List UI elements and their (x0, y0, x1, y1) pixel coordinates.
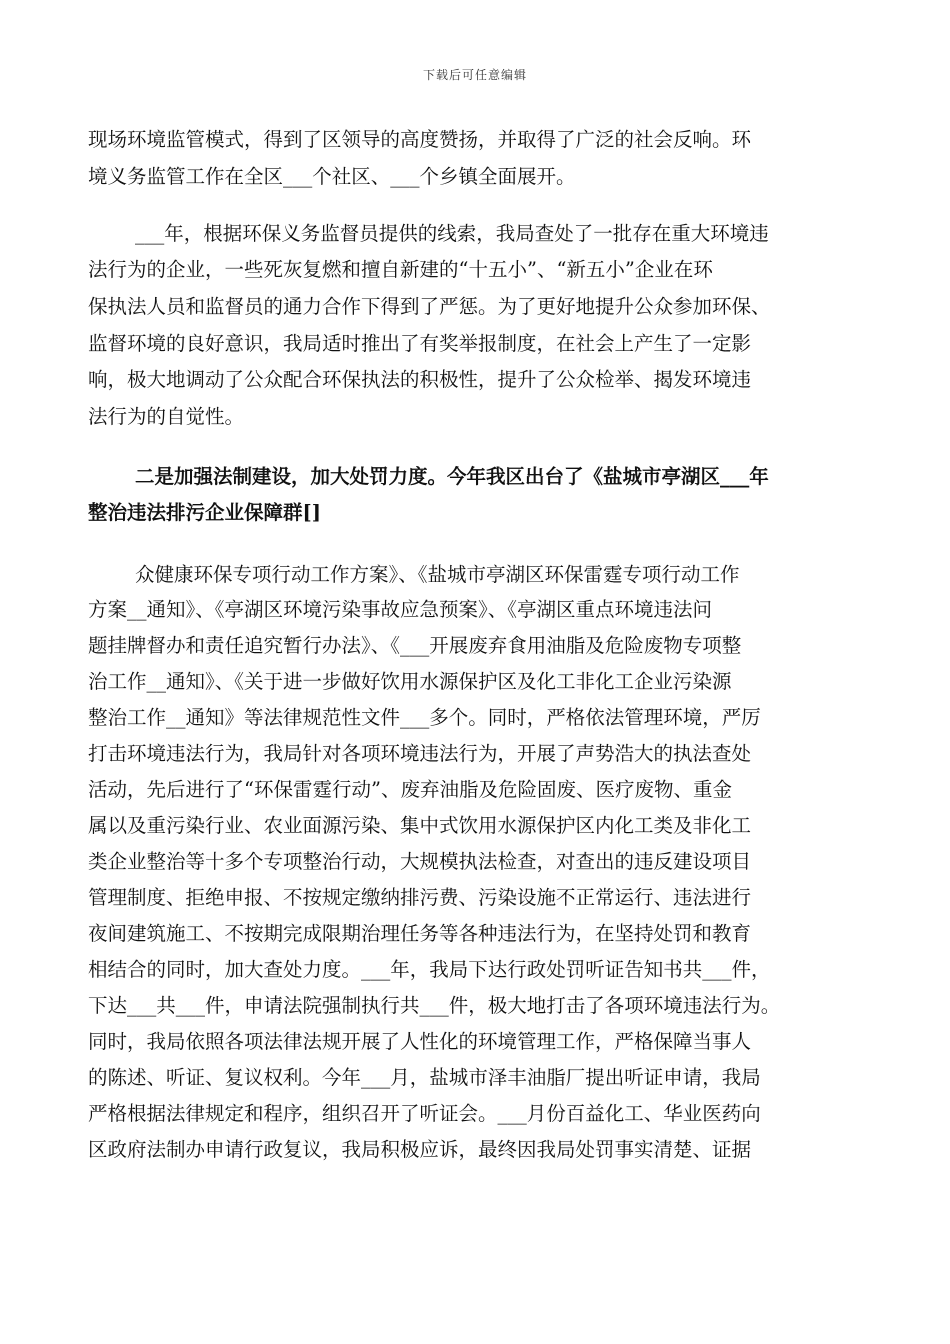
paragraph-2-line-6: 法行为的自觉性。 (88, 405, 245, 428)
paragraph-2-line-4: 监督环境的良好意识，我局适时推出了有奖举报制度，在社会上产生了一定影 (88, 332, 752, 355)
paragraph-4-line-16: 严格根据法律规定和程序，组织召开了听证会。___月份百益化工、华业医药向 (88, 1102, 761, 1125)
paragraph-4-line-3: 题挂牌督办和责任追究暂行办法》、《___开展废弃食用油脂及危险废物专项整 (88, 634, 742, 657)
paragraph-2-line-2: 法行为的企业，一些死灰复燃和擅自新建的“十五小”、“新五小”企业在环 (88, 258, 713, 281)
paragraph-4-line-8: 属以及重污染行业、农业面源污染、集中式饮用水源保护区内化工类及非化工 (88, 814, 752, 837)
paragraph-2-line-1: ___年，根据环保义务监督员提供的线索，我局查处了一批存在重大环境违 (135, 222, 769, 245)
paragraph-4-line-9: 类企业整治等十多个专项整治行动，大规模执法检查，对查出的违反建设项目 (88, 850, 752, 873)
paragraph-4-line-1: 众健康环保专项行动工作方案》、《盐城市亭湖区环保雷霆专项行动工作 (135, 563, 740, 586)
paragraph-4-line-17: 区政府法制办申请行政复议，我局积极应诉，最终因我局处罚事实清楚、证据 (88, 1138, 752, 1161)
paragraph-4-line-7: 活动，先后进行了“环保雷霆行动”、废弃油脂及危险固废、医疗废物、重金 (88, 778, 732, 801)
paragraph-1-line-2: 境义务监管工作在全区___个社区、___个乡镇全面展开。 (88, 165, 576, 188)
paragraph-4-line-12: 相结合的同时，加大查处力度。___年，我局下达行政处罚听证告知书共___件， (88, 958, 771, 981)
paragraph-4-line-14: 同时，我局依照各项法律法规开展了人性化的环境管理工作，严格保障当事人 (88, 1030, 752, 1053)
paragraph-2-line-3: 保执法人员和监督员的通力合作下得到了严惩。为了更好地提升公众参加环保、 (88, 295, 771, 318)
paragraph-4-line-6: 打击环境违法行为，我局针对各项环境违法行为，开展了声势浩大的执法查处 (88, 742, 752, 765)
paragraph-4-line-10: 管理制度、拒绝申报、不按规定缴纳排污费、污染设施不正常运行、违法进行 (88, 886, 752, 909)
paragraph-2-line-5: 响，极大地调动了公众配合环保执法的积极性，提升了公众检举、揭发环境违 (88, 368, 752, 391)
paragraph-4-line-5: 整治工作__通知》等法律规范性文件___多个。同时，严格依法管理环境，严厉 (88, 706, 761, 729)
paragraph-4-line-13: 下达___共___件，申请法院强制执行共___件，极大地打击了各项环境违法行为。 (88, 994, 781, 1017)
paragraph-4-line-2: 方案__通知》、《亭湖区环境污染事故应急预案》、《亭湖区重点环境违法问 (88, 598, 713, 621)
paragraph-4-line-11: 夜间建筑施工、不按期完成限期治理任务等各种违法行为，在坚持处罚和教育 (88, 922, 752, 945)
paragraph-4-line-15: 的陈述、听证、复议权利。今年___月，盐城市泽丰油脂厂提出听证申请，我局 (88, 1066, 761, 1089)
paragraph-1-line-1: 现场环境监管模式，得到了区领导的高度赞扬，并取得了广泛的社会反响。环 (88, 128, 752, 151)
page-header: 下载后可任意编辑 (422, 68, 527, 82)
paragraph-3-line-2: 整治违法排污企业保障群[] (88, 501, 321, 524)
paragraph-3-line-1: 二是加强法制建设，加大处罚力度。今年我区出台了《盐城市亭湖区___年 (135, 465, 769, 488)
paragraph-4-line-4: 治工作__通知》、《关于进一步做好饮用水源保护区及化工非化工企业污染源 (88, 670, 732, 693)
